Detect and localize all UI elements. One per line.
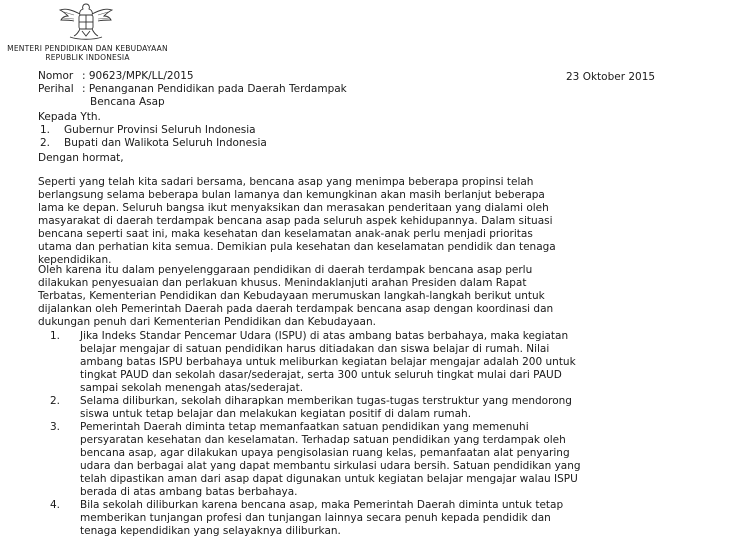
list-line: Selama diliburkan, sekolah diharapkan memberikan tugas-tugas terstruktur yang mendorong xyxy=(80,395,572,407)
recipient-item xyxy=(40,137,267,150)
recipient-text: Bupati dan Walikota Seluruh Indonesia xyxy=(64,137,267,149)
list-item xyxy=(38,499,728,538)
perihal-line1: : Penanganan Pendidikan pada Daerah Terdampak xyxy=(82,83,347,95)
paragraph-line: Oleh karena itu dalam penyelenggaraan pendidikan di daerah terdampak bencana asap perlu xyxy=(38,264,533,276)
nomor-value: : 90623/MPK/LL/2015 xyxy=(82,70,194,82)
paragraph-line: dijalankan oleh Pemerintah Daerah pada daerah terdampak bencana asap dengan koordinasi dan xyxy=(38,303,554,315)
list-line: Pemerintah Daerah diminta tetap memanfaatkan satuan pendidikan yang memenuhi xyxy=(80,421,529,433)
paragraph-line: Terbatas, Kementerian Pendidikan dan Kebudayaan merumuskan langkah-langkah berikut untuk xyxy=(38,290,545,302)
paragraph-line: dukungan penuh dari Kementerian Pendidikan dan Kebudayaan. xyxy=(38,316,376,328)
instructions-list xyxy=(38,330,728,538)
paragraph-line: berlangsung selama beberapa bulan lamanya dan kemungkinan akan masih berlanjut beberapa xyxy=(38,189,545,201)
paragraph-line: kependidikan. xyxy=(38,254,112,266)
list-line: siswa untuk tetap belajar dan melakukan kegiatan positif di dalam rumah. xyxy=(80,408,472,420)
list-line: telah dipastikan aman dari asap dapat digunakan untuk kegiatan belajar mengajar walau ISPU xyxy=(80,473,578,485)
nomor-label: Nomor xyxy=(38,70,74,82)
ministry-name: MENTERI PENDIDIKAN DAN KEBUDAYAAN xyxy=(7,44,168,53)
recipients-list xyxy=(40,124,267,150)
list-item xyxy=(38,330,728,395)
paragraph-line: lama ke depan. Seluruh bangsa ikut menyaksikan dan merasakan penderitaan yang dialami oleh xyxy=(38,202,549,214)
list-line: ambang batas ISPU berbahaya untuk meliburkan kegiatan belajar mengajar adalah 200 untuk xyxy=(80,356,576,368)
list-line: belajar mengajar di satuan pendidikan harus ditiadakan dan siswa belajar di rumah. Nilai xyxy=(80,343,550,355)
salutation: Dengan hormat, xyxy=(38,152,124,164)
recipient-number: 2. xyxy=(40,137,51,149)
paragraph-line: utama dan perhatian kita semua. Demikian pula kesehatan dan keselamatan pendidik dan tenaga xyxy=(38,241,556,253)
list-line: bencana asap, agar dilakukan upaya pengisolasian ruang kelas, pemanfaatan alat penyaring xyxy=(80,447,570,459)
list-line: udara dan berbagai alat yang dapat membantu sirkulasi udara bersih. Satuan pendidikan yang xyxy=(80,460,581,472)
paragraph-2 xyxy=(38,264,718,329)
paragraph-1 xyxy=(38,176,718,267)
paragraph-line: Seperti yang telah kita sadari bersama, bencana asap yang menimpa beberapa propinsi telah xyxy=(38,176,534,188)
list-item xyxy=(38,395,728,421)
list-line: Bila sekolah diliburkan karena bencana asap, maka Pemerintah Daerah diminta untuk tetap xyxy=(80,499,564,511)
list-line: persyaratan kesehatan dan keselamatan. Terhadap satuan pendidikan yang terdampak oleh xyxy=(80,434,566,446)
paragraph-line: bencana seperti saat ini, maka kesehatan dan keselamatan anak-anak perlu menjadi prioritas xyxy=(38,228,533,240)
list-item xyxy=(38,421,728,499)
paragraph-line: dilakukan penyesuaian dan perlakuan khusus. Menindaklanjuti arahan Presiden dalam Rapat xyxy=(38,277,527,289)
list-line: memberikan tunjangan profesi dan tunjangan lainnya secara penuh kepada pendidik dan xyxy=(80,512,551,524)
list-number: 4. xyxy=(50,499,61,511)
recipient-item xyxy=(40,124,267,137)
recipient-text: Gubernur Provinsi Seluruh Indonesia xyxy=(64,124,256,136)
recipients-intro: Kepada Yth. xyxy=(38,111,101,123)
list-line: Jika Indeks Standar Pencemar Udara (ISPU) di atas ambang batas berbahaya, maka kegiatan xyxy=(80,330,569,342)
list-line: berada di atas ambang batas berbahaya. xyxy=(80,486,298,498)
list-number: 2. xyxy=(50,395,61,407)
country-name: REPUBLIK INDONESIA xyxy=(45,53,130,62)
list-number: 3. xyxy=(50,421,61,433)
list-number: 1. xyxy=(50,330,61,342)
list-line: tingkat PAUD dan sekolah dasar/sederajat, serta 300 untuk seluruh tingkat mulai dari PAUD xyxy=(80,369,562,381)
garuda-emblem-icon xyxy=(58,0,114,42)
list-line: sampai sekolah menengah atas/sederajat. xyxy=(80,382,304,394)
ministry-heading xyxy=(0,44,175,62)
recipient-number: 1. xyxy=(40,124,51,136)
paragraph-line: masyarakat di daerah terdampak bencana asap pada seluruh aspek kehidupannya. Dalam situasi xyxy=(38,215,553,227)
list-line: tenaga kependidikan yang selayaknya diliburkan. xyxy=(80,525,341,537)
perihal-line2: Bencana Asap xyxy=(90,96,165,108)
perihal-label: Perihal xyxy=(38,83,74,95)
letter-date: 23 Oktober 2015 xyxy=(566,71,656,83)
